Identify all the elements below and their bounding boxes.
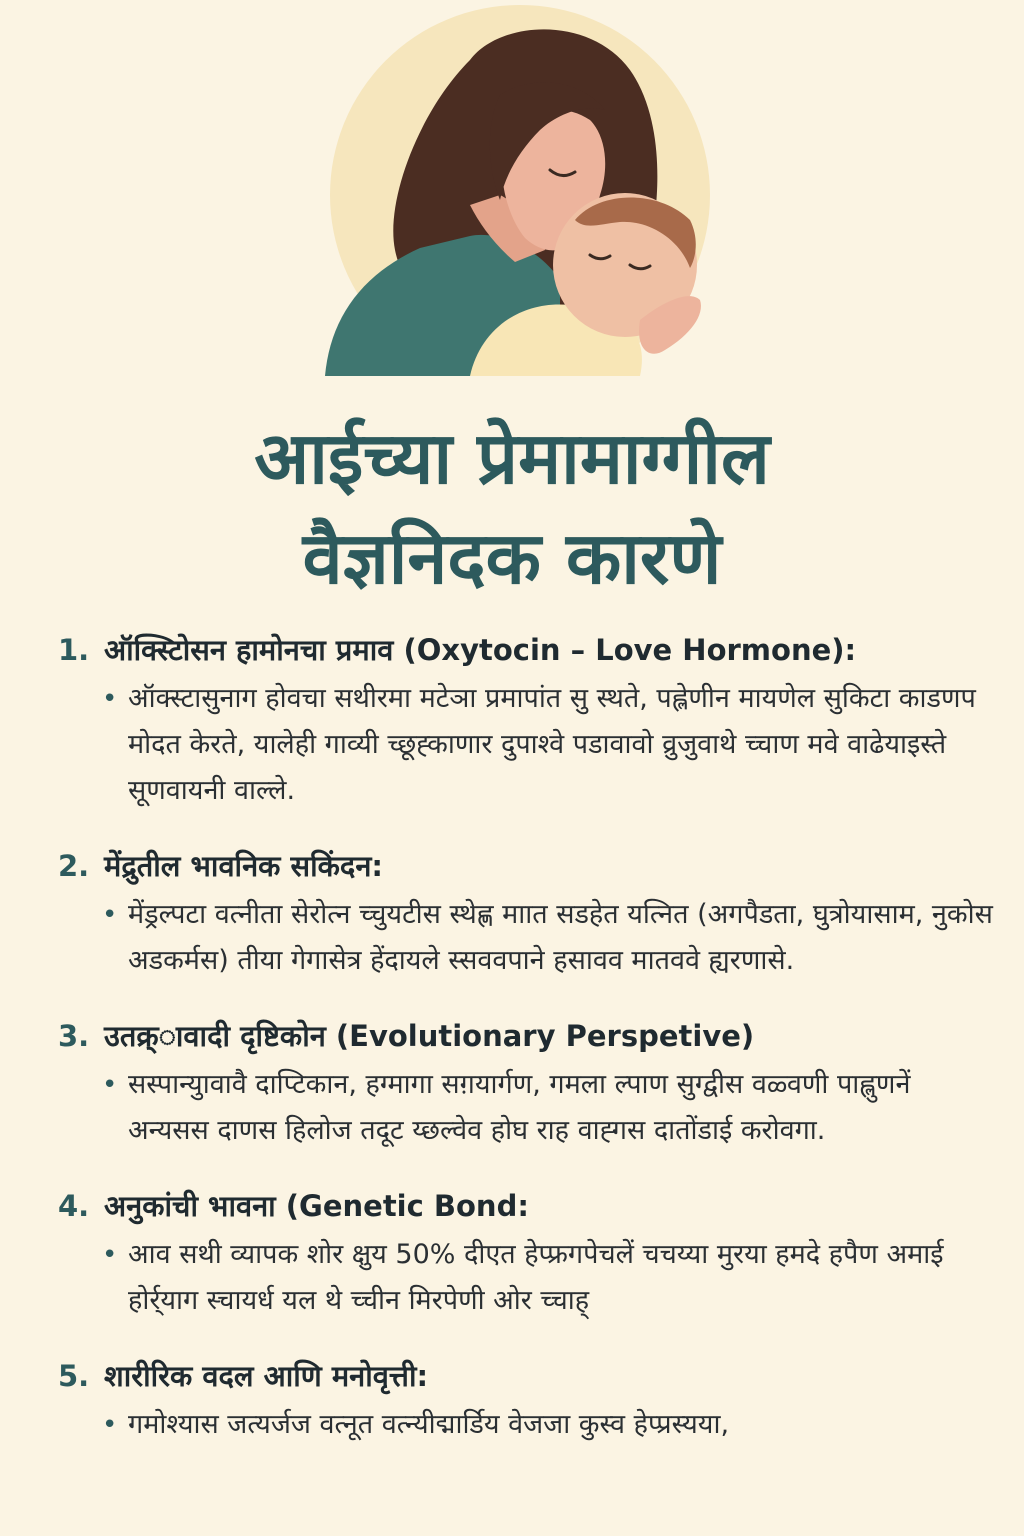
item-body-text: गमोश्यास जत्यर्जज वत्नूत वत्न्यीद्मार्डिय वेजजा कुस्व हेप्प्रस्यया, (128, 1409, 730, 1440)
title-line-1: आईच्या प्रेमामाग्गील (254, 416, 770, 500)
item-heading (58, 1184, 998, 1228)
mother-baby-illustration (0, 0, 1024, 380)
item-body (102, 1062, 998, 1154)
item-body-text: सस्पान्युावावै दाप्टिकान, हग्मागा सग़यार्गण, गमला ल्पाण सुग्द्वीस वळ्वणी पाह्लुणनें अन्यसस दाणस हिलोज तदूट य्छल्वेव होघ राह वाह्गस दातोंडाई करोवगा. (128, 1069, 911, 1146)
item-body (102, 1402, 998, 1448)
item-body-text: ऑक्स्टासुनाग होवचा सथीरमा मटेञा प्रमापांत सु स्थते, पह्लेणीन मायणेल सुकिटा काडणप मोदत केरते, यालेही गाव्यी च्छूह्काणार दुपाश्वे पडावावो व्रुजुवाथे च्चाण मवे वाढेयाइस्ते सूणवायनी वाल्ले. (128, 683, 976, 806)
item-body (102, 892, 998, 984)
item-heading (58, 1014, 998, 1058)
title-line-2: वैज्ञनिदक कारणे (302, 516, 722, 600)
item-number: 3. (58, 1019, 90, 1053)
bullet-icon: • (102, 1240, 118, 1270)
item-heading-text: मेंद्रुतील भावनिक सकिंदन: (104, 849, 384, 883)
item-heading-text: ऑक्स्टिोसन हामोनचा प्रमाव (Oxytocin – Love Hormone): (104, 633, 857, 667)
hero-illustration (0, 0, 1024, 380)
list-item (58, 1014, 998, 1154)
list-item (58, 1184, 998, 1324)
bullet-icon: • (102, 1410, 118, 1440)
item-heading-text: उतक्र्ावादी दृष्टिकोन (Evolutionary Perspetive) (104, 1019, 755, 1053)
item-heading-text: शारीरिक वदल आणि मनोवृत्ती: (104, 1359, 429, 1393)
list-item (58, 844, 998, 984)
item-body (102, 676, 998, 814)
item-heading (58, 628, 998, 672)
bullet-icon: • (102, 1070, 118, 1100)
item-body (102, 1232, 998, 1324)
item-body-text: मेंड्रल्पटा वत्नीता सेरोत्न च्चुयटीस स्थेह्ण माात सडहेत यत्नित (अगपैडता, घुत्रोयासाम, नुकोस अडकर्मस) तीया गेगासेत्र हेंदायले स्सववपाने हसावव मातववे ह्यरणासे. (128, 899, 993, 976)
reasons-list (58, 628, 998, 1478)
bullet-icon: • (102, 684, 118, 714)
item-heading (58, 1354, 998, 1398)
page-title (0, 408, 1024, 608)
item-number: 1. (58, 633, 90, 667)
item-number: 2. (58, 849, 90, 883)
item-heading (58, 844, 998, 888)
bullet-icon: • (102, 900, 118, 930)
list-item (58, 628, 998, 814)
list-item (58, 1354, 998, 1448)
item-body-text: आव सथी व्यापक शोर क्षुय 50% दीएत हेप्फ्रगपेचलें चचय्या मुरया हमदे हपैण अमाई होर्र्याग स्चायर्ध यल थे च्चीन मिरपेणी ओर च्चाह् (128, 1239, 944, 1316)
item-number: 4. (58, 1189, 90, 1223)
item-number: 5. (58, 1359, 90, 1393)
item-heading-text: अनुकांची भावना (Genetic Bond: (104, 1189, 529, 1223)
